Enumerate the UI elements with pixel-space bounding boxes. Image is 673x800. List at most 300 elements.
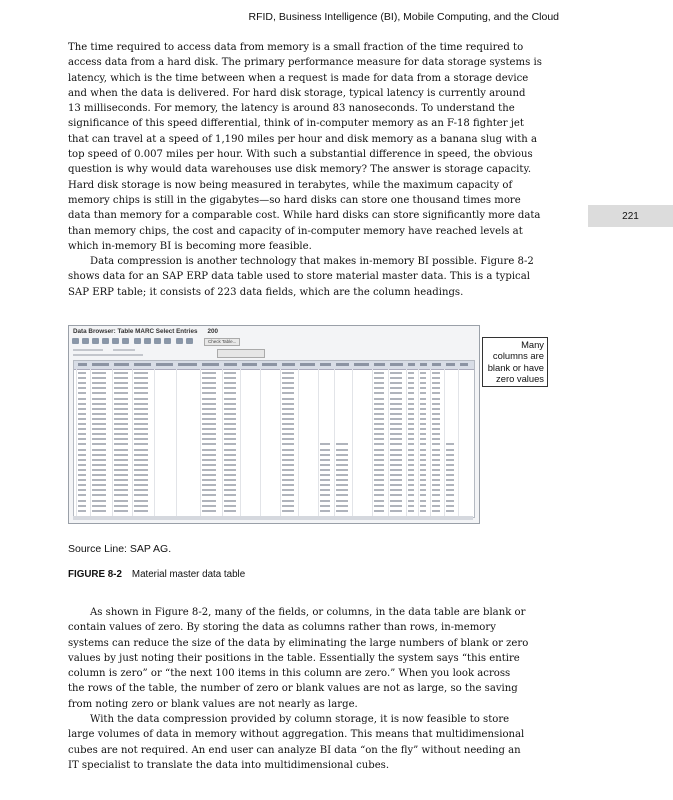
grid-cell — [114, 377, 128, 379]
grid-cell — [446, 505, 454, 507]
column-header — [446, 363, 455, 366]
grid-cell — [114, 418, 128, 420]
grid-cell — [320, 459, 330, 461]
grid-cell — [408, 505, 414, 507]
grid-cell — [408, 454, 414, 456]
grid-cell — [114, 392, 128, 394]
text-line: from noting zero or blank values are not nearly as large. — [68, 698, 358, 710]
grid-cell — [134, 464, 148, 466]
grid-cell — [374, 449, 384, 451]
grid-cell — [446, 489, 454, 491]
grid-cell — [78, 398, 86, 400]
grid-cell — [408, 484, 414, 486]
status-text-line — [73, 349, 103, 351]
grid-cell — [92, 428, 106, 430]
grid-cell — [202, 377, 216, 379]
grid-cell — [282, 489, 294, 491]
grid-cell — [420, 428, 426, 430]
grid-cell — [202, 489, 216, 491]
grid-cell — [320, 464, 330, 466]
grid-cell — [134, 398, 148, 400]
grid-cell — [420, 372, 426, 374]
grid-cell — [390, 474, 402, 476]
grid-cell — [134, 438, 148, 440]
grid-cell — [374, 413, 384, 415]
toolbar-icon — [186, 338, 193, 344]
grid-cell — [114, 474, 128, 476]
grid-cell — [78, 377, 86, 379]
grid-cell — [224, 377, 236, 379]
grid-cell — [432, 428, 440, 430]
grid-cell — [408, 408, 414, 410]
grid-cell — [390, 510, 402, 512]
grid-cell — [134, 377, 148, 379]
figure-caption — [68, 569, 245, 580]
grid-cell — [202, 500, 216, 502]
grid-cell — [446, 459, 454, 461]
column-divider — [318, 369, 319, 517]
grid-cell — [78, 428, 86, 430]
grid-cell — [374, 433, 384, 435]
grid-cell — [202, 433, 216, 435]
grid-cell — [336, 449, 348, 451]
grid-cell — [432, 469, 440, 471]
grid-cell — [408, 423, 414, 425]
grid-cell — [390, 418, 402, 420]
grid-cell — [114, 484, 128, 486]
grid-cell — [432, 474, 440, 476]
grid-cell — [78, 459, 86, 461]
grid-cell — [336, 459, 348, 461]
grid-cell — [374, 510, 384, 512]
grid-cell — [282, 484, 294, 486]
grid-cell — [390, 443, 402, 445]
grid-cell — [114, 433, 128, 435]
grid-cell — [282, 449, 294, 451]
grid-cell — [282, 392, 294, 394]
grid-cell — [224, 423, 236, 425]
figure-number: FIGURE 8-2 — [68, 569, 122, 580]
column-header — [178, 363, 197, 366]
grid-cell — [224, 484, 236, 486]
grid-cell — [114, 459, 128, 461]
grid-cell — [202, 469, 216, 471]
text-line: which in-memory BI is becoming more feasible. — [68, 240, 312, 252]
text-line: SAP ERP table; it consists of 223 data fields, which are the column headings. — [68, 286, 464, 298]
text-line: column is zero” or “the next 100 items in this column are zero.” When you look across — [68, 668, 511, 680]
grid-cell — [114, 489, 128, 491]
grid-cell — [408, 428, 414, 430]
grid-cell — [408, 449, 414, 451]
grid-cell — [224, 413, 236, 415]
grid-cell — [320, 489, 330, 491]
grid-cell — [420, 454, 426, 456]
grid-cell — [446, 454, 454, 456]
grid-cell — [420, 494, 426, 496]
grid-cell — [282, 372, 294, 374]
grid-cell — [420, 469, 426, 471]
grid-cell — [408, 459, 414, 461]
column-header — [354, 363, 369, 366]
grid-cell — [92, 408, 106, 410]
figure-selection-area — [73, 347, 473, 359]
grid-cell — [224, 464, 236, 466]
grid-cell — [446, 443, 454, 445]
grid-cell — [224, 433, 236, 435]
grid-cell — [134, 408, 148, 410]
grid-cell — [374, 372, 384, 374]
grid-cell — [374, 454, 384, 456]
text-line: top speed of 0.007 miles per hour. With such a substantial difference in speed, the obvious — [68, 149, 533, 161]
grid-cell — [408, 413, 414, 415]
column-divider — [90, 369, 91, 517]
grid-cell — [202, 443, 216, 445]
grid-cell — [408, 474, 414, 476]
grid-cell — [282, 382, 294, 384]
grid-cell — [420, 438, 426, 440]
grid-cell — [282, 433, 294, 435]
grid-cell — [282, 459, 294, 461]
column-divider — [112, 369, 113, 517]
grid-cell — [114, 423, 128, 425]
column-divider — [280, 369, 281, 517]
grid-cell — [446, 474, 454, 476]
grid-cell — [134, 443, 148, 445]
grid-cell — [420, 510, 426, 512]
grid-cell — [320, 505, 330, 507]
grid-cell — [446, 484, 454, 486]
grid-cell — [390, 479, 402, 481]
toolbar-icon — [154, 338, 161, 344]
grid-cell — [420, 479, 426, 481]
text-line: The time required to access data from memory is a small fraction of the time required to — [68, 42, 524, 53]
column-header — [420, 363, 427, 366]
grid-cell — [202, 398, 216, 400]
grid-cell — [134, 423, 148, 425]
grid-cell — [408, 403, 414, 405]
grid-cell — [420, 377, 426, 379]
grid-cell — [92, 377, 106, 379]
column-header — [300, 363, 315, 366]
source-line: Source Line: SAP AG. — [68, 543, 172, 555]
grid-cell — [202, 392, 216, 394]
grid-cell — [202, 408, 216, 410]
column-header — [156, 363, 173, 366]
grid-cell — [336, 469, 348, 471]
horizontal-scrollbar — [73, 516, 473, 520]
check-table-button: Check Table... — [204, 338, 240, 346]
column-divider — [352, 369, 353, 517]
grid-cell — [224, 392, 236, 394]
grid-cell — [202, 438, 216, 440]
column-divider — [298, 369, 299, 517]
grid-cell — [134, 479, 148, 481]
figure-command-field — [217, 349, 265, 358]
grid-cell — [78, 392, 86, 394]
column-divider — [176, 369, 177, 517]
grid-cell — [432, 459, 440, 461]
grid-cell — [390, 372, 402, 374]
grid-cell — [408, 392, 414, 394]
toolbar-icon — [144, 338, 151, 344]
text-line: 13 milliseconds. For memory, the latency is around 83 nanoseconds. To understand the — [68, 103, 515, 115]
grid-cell — [374, 377, 384, 379]
column-divider — [458, 369, 459, 517]
grid-cell — [374, 505, 384, 507]
grid-cell — [134, 510, 148, 512]
grid-cell — [202, 387, 216, 389]
grid-cell — [374, 423, 384, 425]
grid-cell — [390, 398, 402, 400]
grid-cell — [282, 377, 294, 379]
text-line: shows data for an SAP ERP data table used to store material master data. This is a typical — [68, 271, 530, 283]
grid-cell — [224, 428, 236, 430]
grid-cell — [282, 479, 294, 481]
column-divider — [260, 369, 261, 517]
grid-cell — [390, 459, 402, 461]
grid-cell — [202, 494, 216, 496]
grid-cell — [420, 474, 426, 476]
grid-cell — [446, 449, 454, 451]
paragraph-latency — [68, 40, 560, 254]
grid-cell — [432, 382, 440, 384]
grid-cell — [92, 433, 106, 435]
column-header — [390, 363, 403, 366]
grid-cell — [432, 387, 440, 389]
text-line: contain values of zero. By storing the data as columns rather than rows, in-memory — [68, 622, 496, 634]
column-header — [282, 363, 295, 366]
grid-cell — [320, 474, 330, 476]
grid-cell — [420, 464, 426, 466]
grid-cell — [420, 403, 426, 405]
grid-cell — [224, 474, 236, 476]
grid-cell — [78, 423, 86, 425]
grid-cell — [134, 428, 148, 430]
grid-cell — [114, 469, 128, 471]
grid-cell — [390, 413, 402, 415]
grid-cell — [390, 469, 402, 471]
grid-cell — [320, 500, 330, 502]
column-header — [134, 363, 151, 366]
grid-cell — [78, 387, 86, 389]
grid-cell — [446, 469, 454, 471]
grid-cell — [114, 413, 128, 415]
grid-cell — [374, 392, 384, 394]
toolbar-icon — [72, 338, 79, 344]
figure-title: Material master data table — [131, 569, 246, 580]
grid-cell — [432, 484, 440, 486]
grid-cell — [320, 454, 330, 456]
grid-cell — [408, 398, 414, 400]
grid-cell — [408, 438, 414, 440]
grid-cell — [432, 449, 440, 451]
grid-cell — [320, 449, 330, 451]
grid-cell — [202, 428, 216, 430]
grid-cell — [78, 494, 86, 496]
grid-cell — [374, 398, 384, 400]
toolbar-icon — [176, 338, 183, 344]
grid-cell — [390, 484, 402, 486]
grid-cell — [78, 443, 86, 445]
column-divider — [334, 369, 335, 517]
status-text-line — [113, 349, 135, 351]
entry-count: 200 — [207, 328, 218, 335]
grid-cell — [78, 449, 86, 451]
grid-cell — [282, 464, 294, 466]
grid-cell — [432, 423, 440, 425]
toolbar-icon — [102, 338, 109, 344]
grid-cell — [320, 494, 330, 496]
grid-cell — [408, 510, 414, 512]
grid-cell — [336, 510, 348, 512]
grid-cell — [92, 398, 106, 400]
grid-cell — [374, 469, 384, 471]
text-line: large volumes of data in memory without aggregation. This means that multidimensional — [68, 729, 525, 741]
grid-cell — [390, 464, 402, 466]
grid-cell — [114, 505, 128, 507]
grid-cell — [374, 459, 384, 461]
column-divider — [444, 369, 445, 517]
grid-cell — [408, 464, 414, 466]
grid-cell — [202, 459, 216, 461]
grid-cell — [224, 500, 236, 502]
callout-line: blank or have — [487, 361, 544, 373]
grid-cell — [202, 454, 216, 456]
grid-cell — [390, 494, 402, 496]
grid-cell — [282, 474, 294, 476]
figure-window-title — [73, 328, 218, 335]
column-header — [320, 363, 331, 366]
grid-cell — [432, 454, 440, 456]
grid-cell — [134, 494, 148, 496]
grid-cell — [282, 408, 294, 410]
grid-cell — [78, 505, 86, 507]
grid-cell — [78, 484, 86, 486]
column-divider — [76, 369, 77, 517]
grid-cell — [336, 494, 348, 496]
grid-cell — [420, 505, 426, 507]
toolbar-icon — [82, 338, 89, 344]
grid-cell — [282, 428, 294, 430]
grid-cell — [390, 392, 402, 394]
grid-cell — [224, 494, 236, 496]
grid-cell — [408, 489, 414, 491]
grid-cell — [282, 505, 294, 507]
grid-cell — [134, 459, 148, 461]
grid-cell — [114, 454, 128, 456]
grid-cell — [390, 423, 402, 425]
grid-cell — [114, 387, 128, 389]
grid-cell — [374, 474, 384, 476]
grid-cell — [374, 443, 384, 445]
grid-cell — [202, 403, 216, 405]
grid-cell — [78, 500, 86, 502]
grid-cell — [78, 408, 86, 410]
grid-cell — [390, 454, 402, 456]
text-line: values by just noting their positions in the table. Essentially the system says “this entire — [68, 652, 520, 664]
grid-cell — [134, 484, 148, 486]
grid-cell — [92, 438, 106, 440]
toolbar-icon — [164, 338, 171, 344]
grid-cell — [78, 469, 86, 471]
text-line: cubes are not required. An end user can analyze BI data “on the fly” without needing an — [68, 744, 521, 756]
grid-cell — [374, 484, 384, 486]
figure-toolbar — [72, 337, 322, 346]
column-header — [432, 363, 441, 366]
toolbar-icon — [112, 338, 119, 344]
grid-cell — [282, 423, 294, 425]
grid-cell — [336, 464, 348, 466]
grid-cell — [374, 494, 384, 496]
grid-cell — [390, 489, 402, 491]
grid-cell — [134, 418, 148, 420]
grid-cell — [390, 438, 402, 440]
grid-cell — [432, 479, 440, 481]
grid-cell — [432, 505, 440, 507]
paragraph-column-storage — [68, 712, 560, 773]
grid-cell — [224, 408, 236, 410]
column-header — [374, 363, 385, 366]
grid-cell — [92, 382, 106, 384]
grid-cell — [390, 382, 402, 384]
grid-cell — [134, 454, 148, 456]
grid-cell — [78, 464, 86, 466]
grid-cell — [420, 418, 426, 420]
grid-cell — [336, 484, 348, 486]
grid-cell — [390, 377, 402, 379]
sap-table-screenshot — [68, 325, 480, 524]
callout-line: zero values — [496, 373, 544, 385]
text-line: Data compression is another technology that makes in-memory BI possible. Figure 8-2 — [90, 256, 534, 267]
grid-cell — [92, 387, 106, 389]
grid-cell — [390, 433, 402, 435]
grid-cell — [420, 433, 426, 435]
grid-cell — [78, 510, 86, 512]
column-divider — [200, 369, 201, 517]
column-header — [460, 363, 468, 366]
grid-cell — [224, 449, 236, 451]
grid-cell — [202, 474, 216, 476]
grid-cell — [134, 387, 148, 389]
grid-cell — [202, 382, 216, 384]
grid-cell — [282, 443, 294, 445]
grid-cell — [374, 428, 384, 430]
grid-cell — [408, 418, 414, 420]
grid-cell — [420, 449, 426, 451]
grid-cell — [432, 372, 440, 374]
grid-cell — [92, 469, 106, 471]
grid-cell — [446, 479, 454, 481]
grid-cell — [408, 382, 414, 384]
grid-cell — [408, 479, 414, 481]
grid-cell — [202, 413, 216, 415]
grid-cell — [224, 387, 236, 389]
grid-cell — [114, 398, 128, 400]
grid-cell — [92, 510, 106, 512]
grid-cell — [432, 433, 440, 435]
grid-cell — [282, 387, 294, 389]
grid-cell — [78, 433, 86, 435]
running-head: RFID, Business Intelligence (BI), Mobile Computing, and the Cloud — [248, 11, 559, 23]
text-line: latency, which is the time between when a request is made for data from a storage device — [68, 72, 529, 84]
grid-cell — [420, 382, 426, 384]
grid-cell — [408, 443, 414, 445]
grid-cell — [134, 403, 148, 405]
grid-cell — [114, 479, 128, 481]
grid-cell — [420, 484, 426, 486]
grid-cell — [374, 500, 384, 502]
grid-cell — [78, 418, 86, 420]
